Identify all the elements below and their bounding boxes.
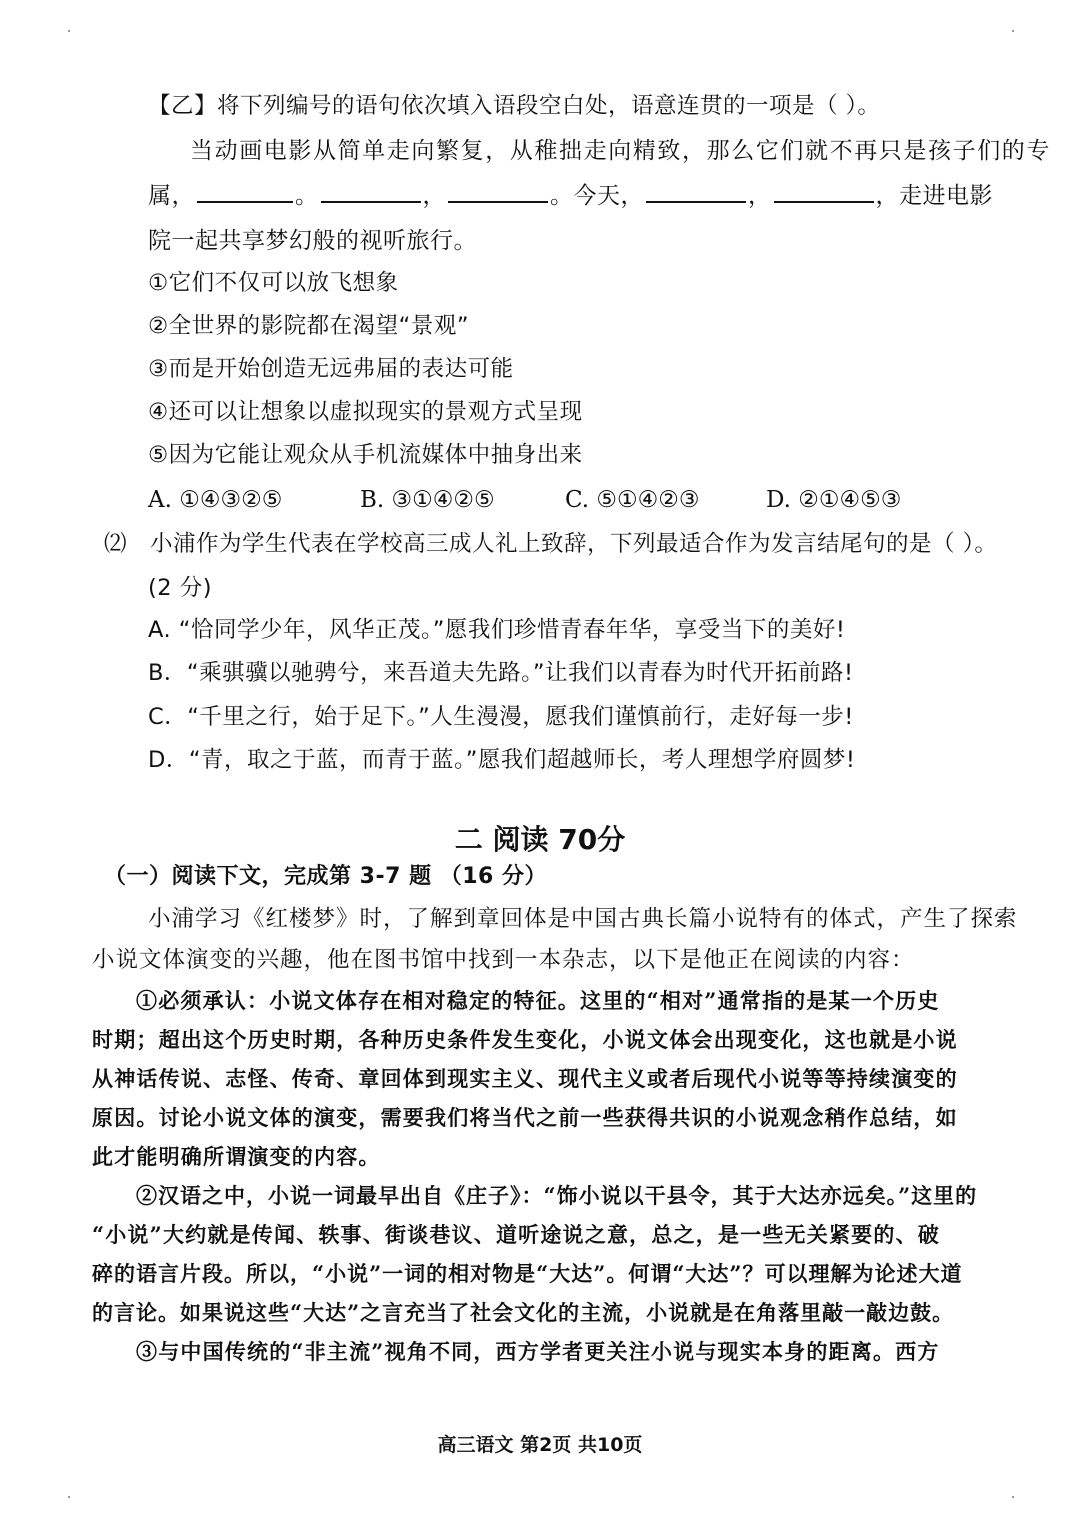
para-line: 此才能明确所谓演变的内容。 [92,1144,381,1169]
passage-line-3: 院一起共享梦幻般的视听旅行。 [148,228,477,254]
fill-blank-5[interactable] [774,183,874,203]
sentence-1: ①它们不仅可以放飞想象 [148,270,399,296]
q2-option-c[interactable]: C．“千里之行，始于足下。”人生漫漫，愿我们谨慎前行，走好每一步! [148,704,854,730]
scan-speck [1012,1496,1014,1498]
para-line: 碎的语言片段。所以，“小说”一词的相对物是“大达”。何谓“大达”？可以理解为论述大道 [92,1261,963,1286]
intro-line-1: 小浦学习《红楼梦》时，了解到章回体是中国古典长篇小说特有的体式，产生了探索 [148,906,1018,932]
passage-line-2 [148,183,993,211]
scan-speck [68,30,70,32]
sentence-2: ②全世界的影院都在渴望“景观” [148,313,469,339]
passage-text: ， [748,183,772,209]
sentence-5: ⑤因为它能让观众从手机流媒体中抽身出来 [148,442,583,468]
section-title: 二 阅读 70分 [454,823,626,856]
question-number: ⑵ [104,531,128,557]
q2-option-b[interactable]: B．“乘骐骥以驰骋兮，来吾道夫先路。”让我们以青春为时代开拓前路! [148,660,854,686]
passage-text: 属， [148,183,195,209]
option-d[interactable]: D. ②①④⑤③ [766,487,902,513]
question-yi: 【乙】将下列编号的语句依次填入语段空白处，语意连贯的一项是（ ）。 [148,93,881,119]
para-line: 时期；超出这个历史时期，各种历史条件发生变化，小说文体会出现变化，这也就是小说 [92,1027,958,1052]
scan-speck [1012,30,1014,32]
passage-line-1: 当动画电影从简单走向繁复，从稚拙走向精致，那么它们就不再只是孩子们的专 [190,138,1051,164]
fill-blank-4[interactable] [646,183,746,203]
para-line: “小说”大约就是传闻、轶事、街谈巷议、道听途说之意，总之，是一些无关紧要的、破 [92,1222,940,1247]
intro-line-2: 小说文体演变的兴趣，他在图书馆中找到一本杂志，以下是他正在阅读的内容： [92,947,915,973]
q2-option-a[interactable]: A. “恰同学少年，风华正茂。”愿我们珍惜青春年华，享受当下的美好! [148,617,846,643]
para-line: ②汉语之中，小说一词最早出自《庄子》：“饰小说以干县令，其于大达亦远矣。”这里的 [136,1183,978,1208]
option-b[interactable]: B. ③①④②⑤ [360,487,495,513]
fill-blank-2[interactable] [321,183,421,203]
question-points: (2 分) [148,575,213,601]
option-a[interactable]: A. ①④③②⑤ [148,487,283,513]
passage-text: ，走进电影 [875,183,993,209]
sub-heading: （一）阅读下文，完成第 3-7 题 （16 分） [104,864,547,889]
question-text: 小浦作为学生代表在学校高三成人礼上致辞，下列最适合作为发言结尾句的是（ ）。 [149,531,998,557]
sentence-3: ③而是开始创造无远弗届的表达可能 [148,356,514,382]
passage-text: ， [422,183,446,209]
option-c[interactable]: C. ⑤①④②③ [565,487,700,513]
passage-text: 。 [295,183,319,209]
page-footer: 高三语文 第2页 共10页 [437,1434,643,1456]
para-line: ③与中国传统的“非主流”视角不同，西方学者更关注小说与现实本身的距离。西方 [136,1339,940,1364]
sentence-4: ④还可以让想象以虚拟现实的景观方式呈现 [148,399,583,425]
para-line: ①必须承认：小说文体存在相对稳定的特征。这里的“相对”通常指的是某一个历史 [136,988,940,1013]
para-line: 从神话传说、志怪、传奇、章回体到现实主义、现代主义或者后现代小说等等持续演变的 [92,1066,958,1091]
question-2 [104,531,997,558]
passage-text: 。今天， [550,183,644,209]
scan-speck [68,1496,70,1498]
fill-blank-1[interactable] [197,183,293,203]
para-line: 原因。讨论小说文体的演变，需要我们将当代之前一些获得共识的小说观念稍作总结，如 [92,1105,958,1130]
fill-blank-3[interactable] [448,183,548,203]
q2-option-d[interactable]: D．“青，取之于蓝，而青于蓝。”愿我们超越师长，考人理想学府圆梦! [148,747,856,773]
para-line: 的言论。如果说这些“大达”之言充当了社会文化的主流，小说就是在角落里敲一敲边鼓。 [92,1300,955,1325]
options-yi [0,487,1080,517]
